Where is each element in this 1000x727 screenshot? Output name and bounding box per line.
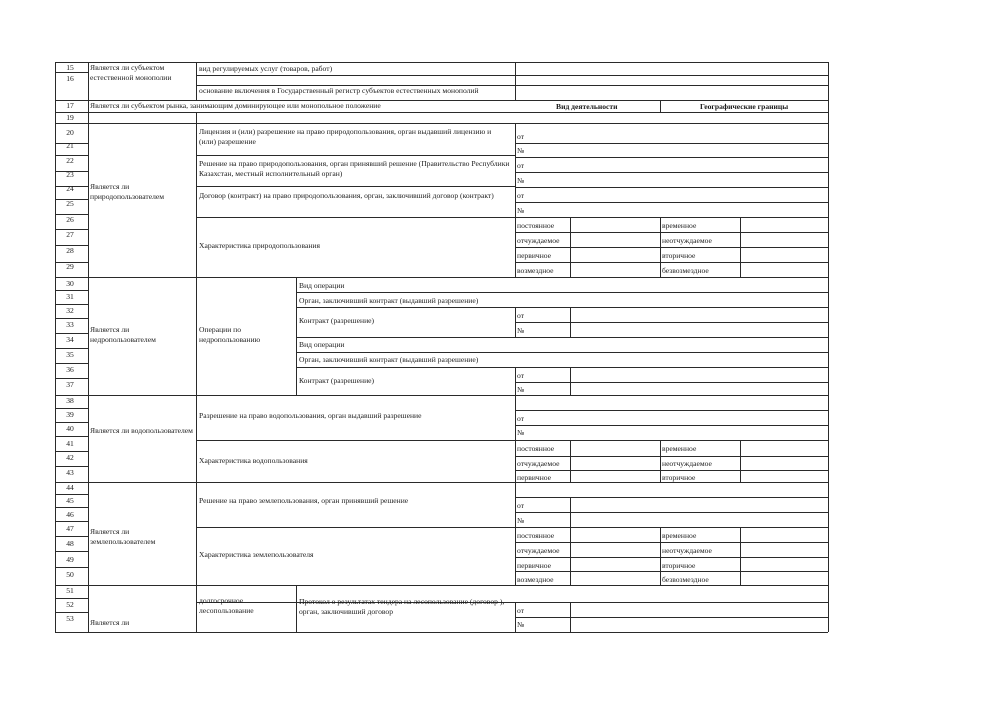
row-divider — [196, 440, 828, 441]
cell-primary: первичное — [517, 561, 552, 570]
row-divider — [515, 425, 828, 426]
row-divider — [55, 494, 88, 495]
column-divider — [740, 527, 741, 585]
cell-number: № — [517, 326, 525, 335]
cell-alienable: отчуждаемое — [517, 459, 560, 468]
label-op-type-1: Вид операции — [299, 281, 345, 290]
cell-from: от — [517, 311, 525, 320]
cell-primary: первичное — [517, 251, 552, 260]
label-monopoly-subject: Является ли субъектом естественной монополии — [90, 63, 172, 82]
row-divider — [55, 422, 88, 423]
row-number: 33 — [66, 320, 74, 329]
column-divider — [660, 217, 661, 277]
label-water-permit: Разрешение на право водопользования, орган выдавший разрешение — [199, 411, 422, 420]
cell-secondary: вторичное — [662, 251, 696, 260]
column-divider — [296, 277, 297, 395]
row-number: 45 — [66, 496, 74, 505]
cell-temporary: временное — [662, 221, 697, 230]
column-divider — [570, 602, 571, 632]
column-divider — [570, 307, 571, 337]
row-divider — [515, 410, 828, 411]
row-divider — [296, 352, 828, 353]
row-number: 19 — [66, 113, 74, 122]
row-number: 17 — [66, 101, 74, 110]
row-number: 26 — [66, 215, 74, 224]
cell-alienable: отчуждаемое — [517, 236, 560, 245]
header-activity-type: Вид деятельности — [556, 102, 618, 111]
row-number: 38 — [66, 396, 74, 405]
cell-free: безвозмездное — [662, 266, 709, 275]
row-divider — [296, 367, 828, 368]
cell-from: от — [517, 371, 525, 380]
row-number: 25 — [66, 199, 74, 208]
label-regulated-services: вид регулируемых услуг (товаров, работ) — [199, 64, 333, 73]
row-divider — [515, 247, 828, 248]
label-op-body-2: Орган, заключивший контракт (выдавший разрешение) — [299, 355, 479, 364]
cell-paid: возмездное — [517, 266, 554, 275]
column-divider — [570, 367, 571, 395]
row-number: 51 — [66, 586, 74, 595]
row-number: 42 — [66, 453, 74, 462]
header-geo-bounds: Географические границы — [700, 102, 789, 111]
row-divider — [55, 598, 88, 599]
cell-inalienable: неотчуждаемое — [662, 459, 712, 468]
cell-alienable: отчуждаемое — [517, 546, 560, 555]
column-divider — [196, 112, 197, 277]
column-divider — [515, 307, 516, 337]
label-registry-basis: основание включения в Государственный регистр субъектов естественных монополий — [199, 86, 479, 95]
column-divider — [570, 527, 571, 585]
label-land-decision: Решение на право землепользования, орган принявший решение — [199, 496, 409, 505]
row-divider — [55, 451, 88, 452]
cell-secondary: вторичное — [662, 561, 696, 570]
column-divider — [515, 62, 516, 100]
label-license-nature: Лицензия и (или) разрешение на право природопользования, орган выдавший лицензию и (или) разрешение — [199, 127, 492, 146]
row-divider — [515, 322, 828, 323]
row-divider — [55, 304, 88, 305]
row-number: 21 — [66, 141, 74, 150]
cell-from: от — [517, 501, 525, 510]
row-number: 24 — [66, 184, 74, 193]
label-op-body-1: Орган, заключивший контракт (выдавший разрешение) — [299, 296, 479, 305]
row-divider — [55, 507, 88, 508]
row-divider — [55, 395, 828, 396]
label-tender-protocol: Протокол о результатах тендера на лесопользование (договор ), орган, заключивший договор — [299, 597, 505, 616]
label-char-nature: Характеристика природопользования — [199, 241, 320, 250]
label-forest-long: долгосрочное лесопользование — [199, 596, 254, 615]
cell-permanent: постоянное — [517, 531, 555, 540]
row-number: 41 — [66, 439, 74, 448]
row-number: 22 — [66, 156, 74, 165]
label-dominant-position: Является ли субъектом рынка, занимающим доминирующее или монопольное положение — [90, 101, 381, 110]
column-divider — [196, 585, 197, 632]
label-forest-user: Является ли — [90, 618, 130, 627]
cell-number: № — [517, 428, 525, 437]
cell-temporary: временное — [662, 444, 697, 453]
row-divider — [515, 571, 828, 572]
row-divider — [55, 436, 88, 437]
row-divider — [515, 382, 828, 383]
label-char-water: Характеристика водопользования — [199, 456, 308, 465]
row-divider — [55, 585, 828, 586]
row-number: 29 — [66, 262, 74, 271]
label-land-user: Является ли землепользователем — [90, 527, 156, 546]
row-number: 35 — [66, 350, 74, 359]
row-number: 34 — [66, 335, 74, 344]
row-divider — [55, 112, 828, 113]
row-divider — [55, 408, 88, 409]
label-contract-nature: Договор (контракт) на право природопользования, орган, заключивший договор (контракт) — [199, 191, 494, 200]
row-divider — [55, 521, 88, 522]
row-divider — [515, 157, 828, 158]
column-divider — [515, 602, 516, 632]
label-op-contract-2: Контракт (разрешение) — [299, 376, 375, 385]
row-number: 48 — [66, 539, 74, 548]
cell-temporary: временное — [662, 531, 697, 540]
cell-from: от — [517, 191, 525, 200]
column-divider — [196, 482, 197, 585]
row-number: 44 — [66, 483, 74, 492]
row-number: 39 — [66, 410, 74, 419]
row-divider — [196, 186, 515, 187]
row-number: 53 — [66, 614, 74, 623]
row-number: 52 — [66, 600, 74, 609]
row-divider — [55, 363, 88, 364]
cell-number: № — [517, 146, 525, 155]
cell-number: № — [517, 176, 525, 185]
row-number: 20 — [66, 128, 74, 137]
cell-paid: возмездное — [517, 575, 554, 584]
row-divider — [55, 333, 88, 334]
row-number: 28 — [66, 246, 74, 255]
column-divider — [740, 440, 741, 482]
row-number: 23 — [66, 170, 74, 179]
cell-permanent: постоянное — [517, 221, 555, 230]
row-divider — [55, 123, 828, 124]
row-divider — [515, 470, 828, 471]
cell-number: № — [517, 620, 525, 629]
row-divider — [55, 277, 828, 278]
row-number: 37 — [66, 380, 74, 389]
row-divider — [296, 337, 828, 338]
row-number: 32 — [66, 306, 74, 315]
row-divider — [296, 307, 828, 308]
row-number: 31 — [66, 292, 74, 301]
row-divider — [515, 617, 828, 618]
row-number: 16 — [66, 74, 74, 83]
number-column-divider — [88, 62, 89, 632]
cell-inalienable: неотчуждаемое — [662, 546, 712, 555]
row-divider — [515, 497, 828, 498]
row-divider — [515, 172, 828, 173]
cell-number: № — [517, 385, 525, 394]
row-divider — [196, 75, 828, 76]
label-water-user: Является ли водопользователем — [90, 426, 193, 435]
row-divider — [515, 232, 828, 233]
label-nature-user: Является ли природопользователем — [90, 182, 165, 201]
row-divider — [55, 536, 88, 537]
label-decision-nature: Решение на право природопользования, орган принявший решение (Правительство Республики Казахстан, местный исполнительный орган) — [199, 159, 510, 178]
row-divider — [55, 482, 828, 483]
cell-inalienable: неотчуждаемое — [662, 236, 712, 245]
row-number: 40 — [66, 424, 74, 433]
cell-secondary: вторичное — [662, 473, 696, 482]
label-char-land: Характеристика землепользователя — [199, 550, 314, 559]
row-number: 27 — [66, 230, 74, 239]
row-divider — [515, 187, 828, 188]
row-divider — [515, 456, 828, 457]
cell-number: № — [517, 206, 525, 215]
cell-from: от — [517, 161, 525, 170]
row-divider — [296, 292, 828, 293]
column-divider — [740, 217, 741, 277]
label-op-contract-1: Контракт (разрешение) — [299, 316, 375, 325]
row-number: 30 — [66, 279, 74, 288]
row-number: 46 — [66, 510, 74, 519]
cell-free: безвозмездное — [662, 575, 709, 584]
row-divider — [515, 262, 828, 263]
row-divider — [55, 290, 88, 291]
label-subsoil-operations: Операции по недропользованию — [199, 325, 261, 344]
row-divider — [515, 202, 828, 203]
row-number: 49 — [66, 555, 74, 564]
row-divider — [55, 567, 88, 568]
column-divider — [570, 217, 571, 277]
row-number: 50 — [66, 570, 74, 579]
row-divider — [55, 466, 88, 467]
cell-primary: первичное — [517, 473, 552, 482]
row-divider — [515, 542, 828, 543]
row-divider — [55, 348, 88, 349]
row-divider — [55, 378, 88, 379]
label-subsoil-user: Является ли недропользователем — [90, 325, 156, 344]
cell-from: от — [517, 414, 525, 423]
row-divider — [515, 512, 828, 513]
row-divider — [196, 527, 828, 528]
column-divider — [570, 440, 571, 482]
row-number: 43 — [66, 468, 74, 477]
row-divider — [196, 217, 828, 218]
column-divider — [570, 497, 571, 527]
row-divider — [55, 318, 88, 319]
column-divider — [196, 62, 197, 100]
row-divider — [55, 612, 88, 613]
label-op-type-2: Вид операции — [299, 340, 345, 349]
table-right-border — [828, 62, 829, 632]
row-divider — [55, 551, 88, 552]
column-divider — [660, 527, 661, 585]
row-number: 47 — [66, 524, 74, 533]
cell-permanent: постоянное — [517, 444, 555, 453]
column-divider — [196, 395, 197, 482]
cell-number: № — [517, 516, 525, 525]
cell-from: от — [517, 132, 525, 141]
row-divider — [515, 143, 828, 144]
column-divider — [196, 277, 197, 395]
column-divider — [660, 100, 661, 112]
table-bottom-border — [55, 632, 828, 633]
cell-from: от — [517, 606, 525, 615]
column-divider — [515, 123, 516, 277]
column-divider — [515, 395, 516, 482]
column-divider — [296, 585, 297, 632]
column-divider — [515, 367, 516, 395]
row-number: 15 — [66, 63, 74, 72]
column-divider — [660, 440, 661, 482]
row-divider — [196, 155, 515, 156]
row-number: 36 — [66, 365, 74, 374]
row-divider — [515, 557, 828, 558]
